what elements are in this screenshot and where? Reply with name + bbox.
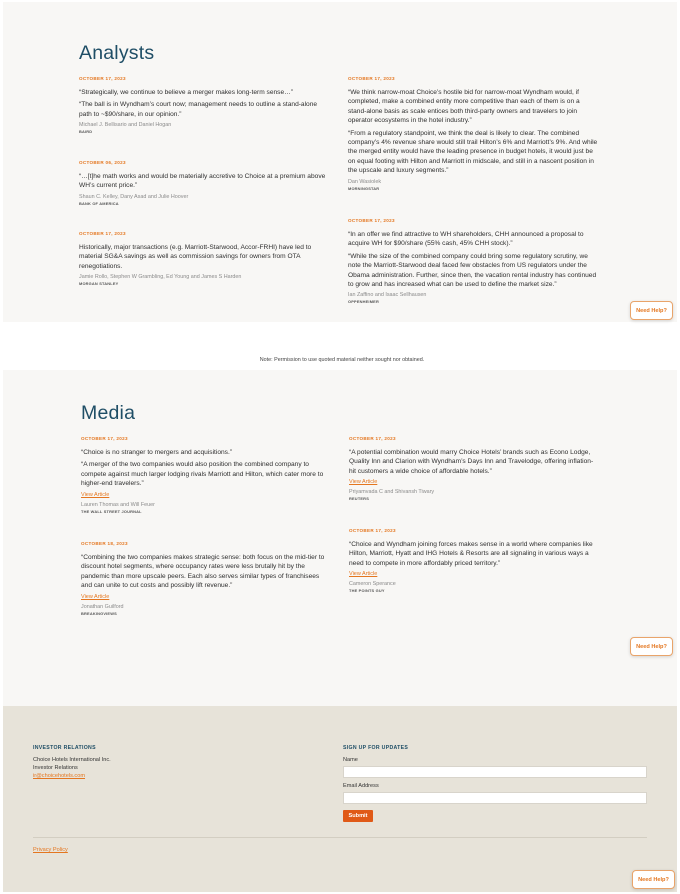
- quote-author: Jamie Rollo, Stephen W Grambling, Ed Young and James S Harden: [79, 274, 242, 281]
- permission-note: Note: Permission to use quoted material neither sought nor obtained.: [259, 357, 425, 363]
- quote-text: “Choice and Wyndham joining forces makes sense in a world where companies like Hilton, Marriott, Hyatt and IHG Hotels & Resorts are all signaling in various ways a need to compete in more affordably priced territory.”: [349, 541, 593, 567]
- quote-author: Lauren Thomas and Will Feuer: [81, 501, 155, 508]
- quote-date: OCTOBER 17, 2023: [348, 76, 395, 81]
- media-quote-reuters: [349, 436, 597, 502]
- quote-date: OCTOBER 17, 2023: [81, 436, 128, 441]
- investor-contact: [33, 756, 111, 780]
- view-article-link[interactable]: View Article: [349, 571, 378, 578]
- submit-button[interactable]: Submit: [343, 810, 373, 822]
- analyst-quote-baird: [79, 76, 327, 135]
- quote-text: “…[t]he math works and would be materially accretive to Choice at a premium above WH’s current price.”: [79, 173, 326, 190]
- need-help-button[interactable]: Need Help?: [630, 301, 673, 320]
- privacy-policy-link[interactable]: Privacy Policy: [33, 847, 68, 853]
- quote-date: OCTOBER 17, 2023: [348, 218, 395, 223]
- quote-text: Historically, major transactions (e.g. Marriott-Starwood, Accor-FRHI) have led to material SG&A savings as well as commission savings for owners from OTA renegotiations.: [79, 244, 312, 270]
- quote-author: Cameron Sperance: [349, 581, 396, 588]
- need-help-button[interactable]: Need Help?: [632, 870, 675, 889]
- quote-source: BAIRD: [79, 129, 93, 135]
- analyst-quote-oppenheimer: [348, 218, 598, 305]
- media-section: [3, 370, 677, 706]
- analyst-quote-morningstar: [348, 76, 598, 192]
- quote-author: Jonathan Guilford: [81, 603, 124, 610]
- quote-author: Priyamvada C and Shivansh Tiwary: [349, 489, 435, 496]
- analyst-quote-bofa: [79, 160, 327, 207]
- quote-source: THE POINTS GUY: [349, 588, 385, 594]
- name-input[interactable]: [343, 766, 647, 778]
- media-quote-wsj: [81, 436, 331, 515]
- analysts-title: Analysts: [79, 42, 155, 64]
- investor-email-link[interactable]: ir@choicehotels.com: [33, 773, 86, 779]
- quote-date: OCTOBER 06, 2023: [79, 160, 126, 165]
- investor-relations-heading: INVESTOR RELATIONS: [33, 745, 96, 751]
- quote-text: “Combining the two companies makes strategic sense: both focus on the mid-tier to discount hotel segments, where occupancy rates were less brutally hit by the pandemic than more upscale peers. Each also serves similar types of franchisees and can unite to cut costs and possibly lift revenue.”: [81, 554, 325, 590]
- view-article-link[interactable]: View Article: [81, 491, 110, 498]
- quote-text: “The ball is in Wyndham’s court now; management needs to outline a stand-alone path to ~$90/share, in our opinion.”: [79, 101, 318, 118]
- media-quote-points-guy: [349, 528, 597, 594]
- footer-divider: [33, 837, 647, 838]
- analyst-quote-morgan-stanley: [79, 231, 329, 287]
- department-name: Investor Relations: [33, 765, 78, 771]
- quote-date: OCTOBER 18, 2023: [81, 541, 128, 546]
- media-quote-breakingviews: [81, 541, 331, 617]
- quote-source: MORNINGSTAR: [348, 185, 380, 191]
- quote-text: “While the size of the combined company could bring some regulatory scrutiny, we note the Marriott-Starwood deal faced few obstacles from US regulators under the Obama administration. Further, since then, the vacation rental industry has continued to grow and has increased what can be used to define the market size.”: [348, 252, 597, 289]
- quote-text: “In an offer we find attractive to WH shareholders, CHH announced a proposal to acquire WH for $90/share (55% cash, 45% CHH stock).”: [348, 231, 584, 248]
- quote-source: REUTERS: [349, 496, 369, 502]
- quote-text: “Strategically, we continue to believe a merger makes long-term sense…”: [79, 89, 293, 96]
- quote-author: Ian Zaffino and Isaac Sellhausen: [348, 292, 427, 299]
- quote-author: Shaun C. Kelley, Dany Asad and Julie Hoover: [79, 193, 189, 200]
- name-label: Name: [343, 757, 358, 763]
- email-input[interactable]: [343, 792, 647, 804]
- footer: [3, 706, 677, 892]
- quote-date: OCTOBER 17, 2023: [79, 231, 126, 236]
- quote-text: “A potential combination would marry Choice Hotels’ brands such as Econo Lodge, Quality Inn and Clarion with Wyndham’s Days Inn and Travelodge, offering inflation-hit customers a wide choice of affordable hotels.”: [349, 449, 594, 475]
- company-name: Choice Hotels International Inc.: [33, 757, 111, 763]
- quote-text: “Choice is no stranger to mergers and acquisitions.”: [81, 449, 232, 456]
- media-title: Media: [81, 402, 136, 424]
- quote-author: Dan Wasiolek: [348, 178, 382, 185]
- quote-text: “From a regulatory standpoint, we think the deal is likely to clear. The combined company’s 4% revenue share would still trail Hilton’s 6% and Marriott’s 9%. And while the merged entity would have the leading presence in budget hotels, it would just be on equal footing with Hilton and Marriott in midscale, and still in a nascent position in the upscale and luxury segments.”: [348, 129, 598, 175]
- quote-source: MORGAN STANLEY: [79, 281, 119, 287]
- quote-text: “A merger of the two companies would also position the combined company to compete against much larger lodging rivals Marriott and Hilton, which cater more to higher-end travelers.”: [81, 461, 324, 488]
- analysts-section: [3, 2, 677, 322]
- view-article-link[interactable]: View Article: [81, 593, 110, 600]
- view-article-link[interactable]: View Article: [349, 479, 378, 486]
- quote-text: “We think narrow-moat Choice’s hostile bid for narrow-moat Wyndham would, if completed, make a combined entity more competitive than each of them is on a stand-alone basis as scale entices both third-party owners and travelers to join operator ecosystems in the hotel industry.”: [348, 89, 580, 125]
- signup-heading: SIGN UP FOR UPDATES: [343, 745, 409, 751]
- email-label: Email Address: [343, 783, 379, 789]
- quote-source: THE WALL STREET JOURNAL: [81, 508, 142, 514]
- quote-source: BANK OF AMERICA: [79, 200, 119, 206]
- quote-date: OCTOBER 17, 2023: [79, 76, 126, 81]
- quote-date: OCTOBER 17, 2023: [349, 528, 396, 533]
- quote-date: OCTOBER 17, 2023: [349, 436, 396, 441]
- quote-source: OPPENHEIMER: [348, 299, 379, 305]
- quote-source: BREAKINGVIEWS: [81, 610, 117, 616]
- quote-author: Michael J. Bellisario and Daniel Hogan: [79, 122, 172, 129]
- need-help-button[interactable]: Need Help?: [630, 637, 673, 656]
